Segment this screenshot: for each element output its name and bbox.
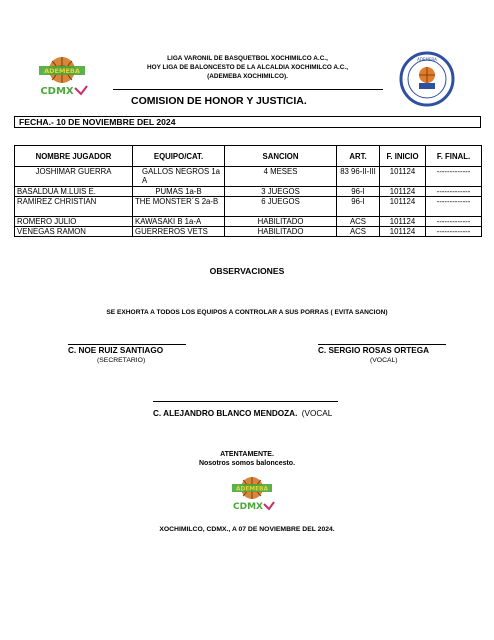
ademeba-seal-logo (399, 51, 455, 107)
signature-role-left: (SECRETARIO) (97, 357, 146, 364)
svg-text:ADEMEBA: ADEMEBA (236, 486, 268, 493)
col-header-art: ART. (337, 146, 380, 167)
header-line-2: HOY LIGA DE BALONCESTO DE LA ALCALDIA XOCHIMILCO A.C., (147, 64, 348, 71)
sanctions-table (14, 145, 482, 237)
cell-inicio: 101124 (380, 217, 426, 227)
cell-sancion: 3 JUEGOS (225, 187, 337, 197)
signature-center (153, 403, 332, 421)
svg-text:CDMX: CDMX (233, 502, 263, 512)
cell-nombre: BASALDUA M.LUIS E. (15, 187, 133, 197)
table-row (15, 217, 482, 227)
cell-final: ------------- (426, 187, 482, 197)
cell-equipo: GUERREROS VETS (133, 227, 225, 237)
cell-art: 96-I (337, 187, 380, 197)
fecha-box: FECHA.- 10 DE NOVIEMBRE DEL 2024 (14, 116, 481, 128)
cell-sancion: HABILITADO (225, 227, 337, 237)
cell-nombre: RAMIREZ CHRISTIAN (15, 197, 133, 217)
cell-final: ------------- (426, 197, 482, 217)
svg-text:ADEMEBA: ADEMEBA (417, 57, 437, 62)
place-date-text: XOCHIMILCO, CDMX., A 07 DE NOVIEMBRE DEL 2024. (159, 526, 335, 533)
motto-text: Nosotros somos baloncesto. (198, 460, 296, 467)
signature-name-center: C. ALEJANDRO BLANCO MENDOZA. (153, 409, 298, 418)
svg-text:CDMX: CDMX (40, 86, 74, 97)
cell-art: 96-I (337, 197, 380, 217)
cell-equipo: KAWASAKI B 1a-A (133, 217, 225, 227)
ademeba-cdmx-logo-footer (228, 472, 278, 514)
svg-text:ADEMEBA: ADEMEBA (44, 67, 80, 75)
table-row (15, 227, 482, 237)
cell-sancion: 4 MESES (225, 167, 337, 187)
observaciones-title: OBSERVACIONES (209, 266, 285, 276)
signature-line-center (153, 401, 338, 402)
atentamente-text: ATENTAMENTE. (220, 451, 274, 458)
cell-sancion: 6 JUEGOS (225, 197, 337, 217)
cell-final: ------------- (426, 217, 482, 227)
signature-name-left: C. NOE RUIZ SANTIAGO (68, 346, 164, 355)
col-header-inicio: F. INICIO (380, 146, 426, 167)
cell-equipo: PUMAS 1a-B (133, 187, 225, 197)
cell-art: ACS (337, 227, 380, 237)
cell-equipo: GALLOS NEGROS 1a A (133, 167, 225, 187)
col-header-equipo: EQUIPO/CAT. (133, 146, 225, 167)
observaciones-text: SE EXHORTA A TODOS LOS EQUIPOS A CONTROLAR A SUS PORRAS ( EVITA SANCION) (106, 309, 388, 316)
cell-nombre: JOSHIMAR GUERRA (15, 167, 133, 187)
cell-inicio: 101124 (380, 187, 426, 197)
table-row (15, 187, 482, 197)
ademeba-cdmx-logo (35, 52, 91, 100)
table-header-row (15, 146, 482, 167)
col-header-final: F. FINAL. (426, 146, 482, 167)
page-title: COMISION DE HONOR Y JUSTICIA. (131, 95, 307, 107)
cell-art: 83 96-II-III (337, 167, 380, 187)
table-row (15, 197, 482, 217)
table-row (15, 167, 482, 187)
header-line-3: (ADEMEBA XOCHIMILCO). (207, 73, 288, 80)
cell-nombre: ROMERO JULIO (15, 217, 133, 227)
header-divider (113, 89, 383, 90)
cell-inicio: 101124 (380, 167, 426, 187)
cell-inicio: 101124 (380, 227, 426, 237)
cell-equipo: THE MONSTER´S 2a-B (133, 197, 225, 217)
col-header-sancion: SANCION (225, 146, 337, 167)
cell-nombre: VENEGAS RAMON (15, 227, 133, 237)
signature-line-left (68, 344, 186, 345)
cell-art: ACS (337, 217, 380, 227)
cell-inicio: 101124 (380, 197, 426, 217)
signature-role-right: (VOCAL) (370, 357, 398, 364)
cell-final: ------------- (426, 167, 482, 187)
signature-role-center: (VOCAL (301, 409, 333, 418)
cell-sancion: HABILITADO (225, 217, 337, 227)
cell-final: ------------- (426, 227, 482, 237)
col-header-nombre: NOMBRE JUGADOR (15, 146, 133, 167)
signature-line-right (318, 344, 446, 345)
header-line-1: LIGA VARONIL DE BASQUETBOL XOCHIMILCO A.C., (167, 55, 328, 62)
signature-name-right: C. SERGIO ROSAS ORTEGA (318, 346, 429, 355)
